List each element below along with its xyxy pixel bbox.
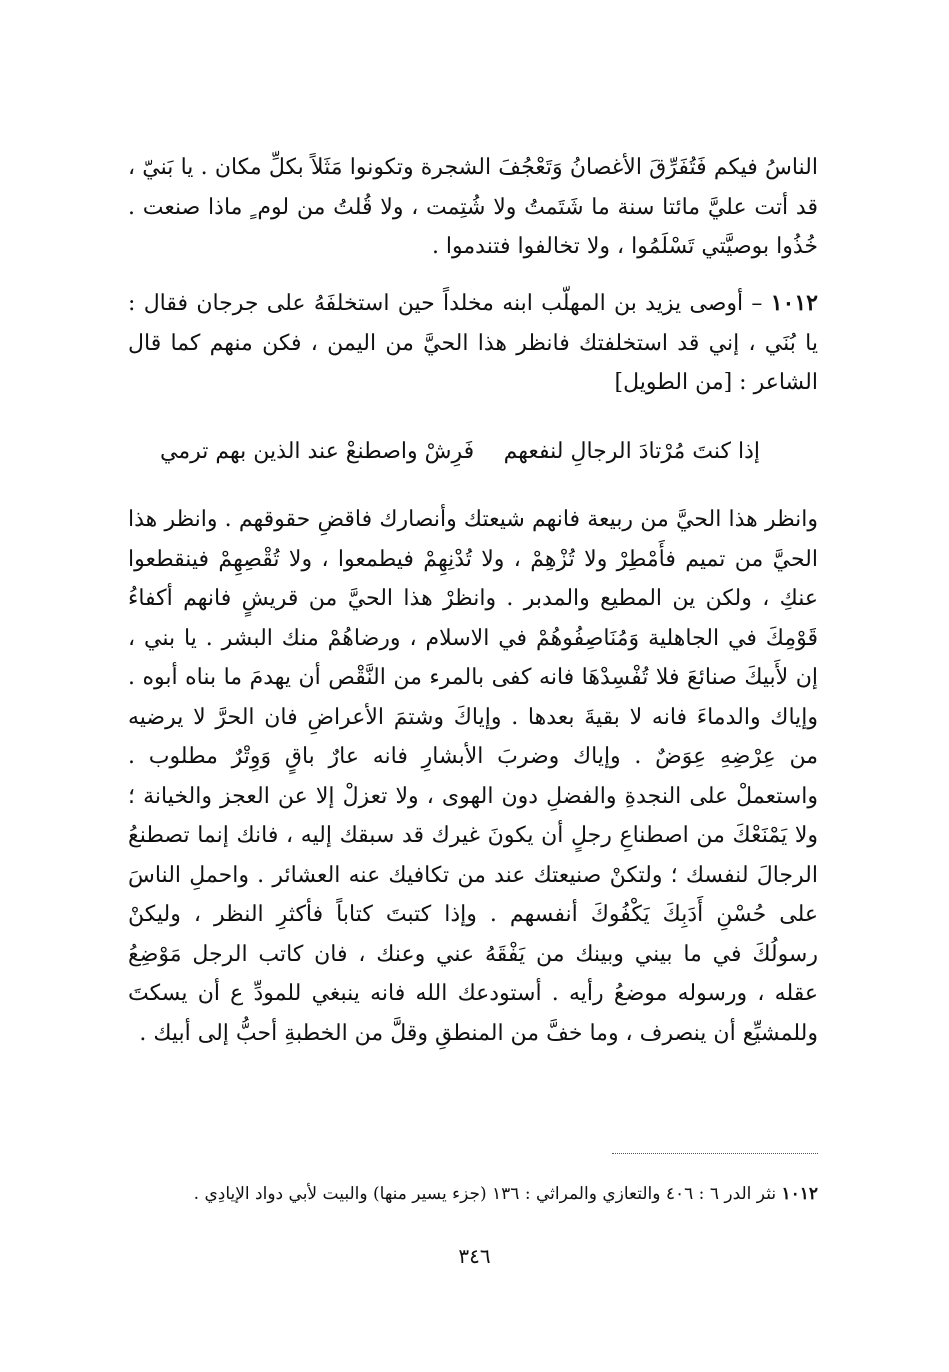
entry-text: – أوصى يزيد بن المهلّب ابنه مخلداً حين استخلفَهُ على جرجان فقال : يا بُنَي ، إني قد استخلفتك فانظر هذا الحيَّ من اليمن ، فكن منهم كما قال الشاعر : [من الطويل] <box>128 291 818 395</box>
entry-number: ١٠١٢ <box>770 290 818 316</box>
verse-hemistich-second: فَرِشْ واصطنعْ عند الذين بهم ترمي <box>160 439 475 464</box>
footnote-divider <box>612 1153 818 1154</box>
footnote <box>128 1180 818 1208</box>
poetry-verse <box>160 432 760 472</box>
paragraph-advice: وانظر هذا الحيَّ من ربيعة فانهم شيعتك وأنصارك فاقضِ حقوقهم . وانظر هذا الحيَّ من تميم فأَمْطِرْ ولا تُزْهِمْ ، ولا تُدْنِهِمْ فيطمعوا ، ولا تُقْصِهِمْ فينقطعوا عنكِ ، ولكن ين المطيع والمدبر . وانظرْ هذا الحيَّ من قريشٍ فانهم أكفاءُ قَوْمِكَ في الجاهلية وَمُنَاصِفُوهُمْ في الاسلام ، ورضاهُمْ منك البشر . يا بني ، إن لأَبيكَ صنائعَ فلا تُفْسِدْهَا فانه كفى بالمرء من النَّقْص أن يهدمَ ما بناه أبوه . وإياك والدماءَ فانه لا بقيةَ بعدها . وإياكَ وشتمَ الأعراضِ فان الحرَّ لا يرضيه من عِرْضِهِ عِوَضٌ . وإياك وضربَ الأبشارِ فانه عارٌ باقٍ وَوِتْرٌ مطلوب . واستعملْ على النجدةِ والفضلِ دون الهوى ، ولا تعزلْ إلا عن العجز والخيانة ؛ ولا يَمْنَعْكَ من اصطناعِ رجلٍ أن يكونَ غيرك قد سبقك إليه ، فانك إنما تصطنعُ الرجالَ لنفسك ؛ ولتكنْ صنيعتك عند من تكافيك عنه العشائر . واحملِ الناسَ على حُسْنِ أَدَبِكَ يَكْفُوكَ أنفسهم . وإذا كتبتَ كتاباً فأكثرِ النظر ، وليكنْ رسولُكَ في ما بيني وبينك من يَفْقَهُ عني وعنك ، فان كاتب الرجل مَوْضِعُ عقله ، ورسوله موضعُ رأيه . أستودعك الله فانه ينبغي للمودِّ ع أن يسكتَ وللمشيِّع أن ينصرف ، وما خفَّ من المنطقِ وقلَّ من الخطبةِ أحبُّ إلى أبيك . <box>128 507 819 1046</box>
verse-hemistich-first: إذا كنتَ مُرْتادَ الرجالِ لنفعهم <box>503 439 760 464</box>
footnote-number: ١٠١٢ <box>781 1184 818 1204</box>
page-number: ٣٤٦ <box>458 1244 491 1268</box>
paragraph-continued: الناسُ فيكم فَتُفَرِّقَ الأغصانُ وَتَعْجُفَ الشجرة وتكونوا مَثَلاً بكلِّ مكان . يا بَنيّ ، قد أتت عليَّ مائتا سنة ما شَتَمتُ ولا شُتِمت ، ولا قُلتُ من لوم ٍ ماذا صنعت . خُذُوا بوصيَّتي تَسْلَمُوا ، ولا تخالفوا فتندموا . <box>128 155 818 259</box>
footnote-text: نثر الدر ٦ : ٤٠٦ والتعازي والمراثي : ١٣٦ (جزء يسير منها) والبيت لأبي دواد الإيادِي . <box>193 1184 782 1204</box>
paragraph-entry-1012 <box>128 284 818 403</box>
